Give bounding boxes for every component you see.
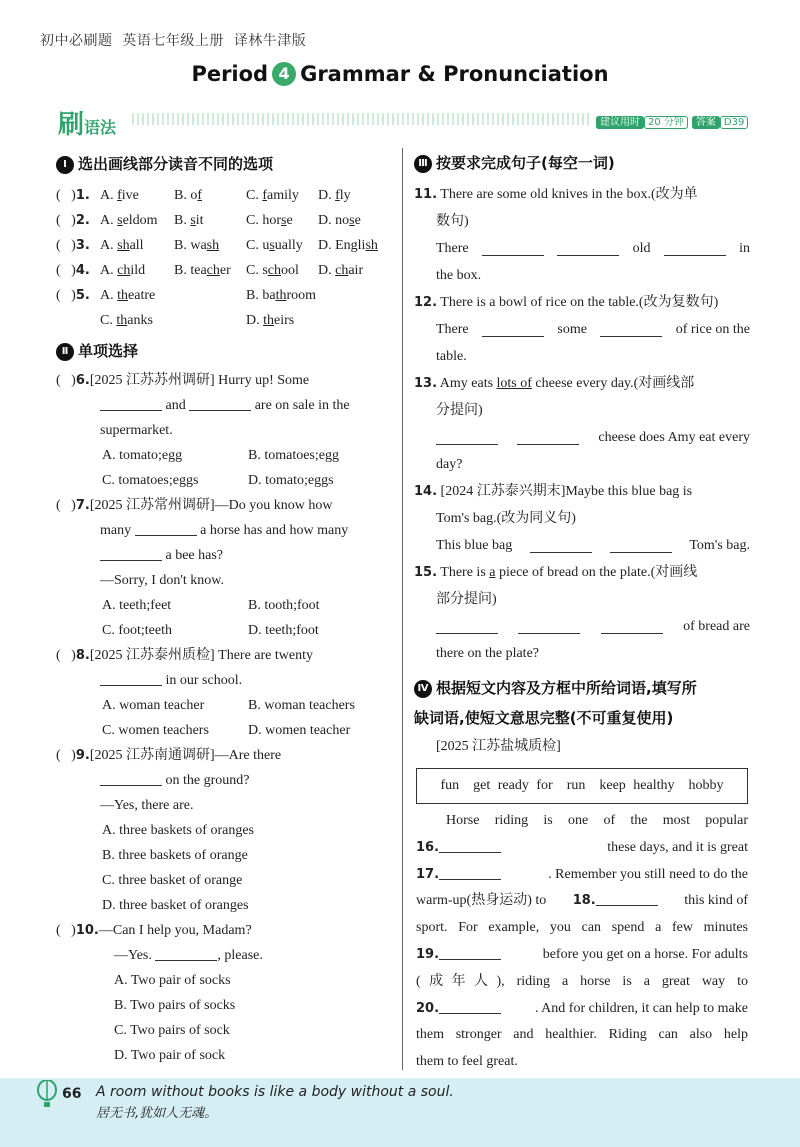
left-column bbox=[56, 152, 392, 1068]
underlined-letters: sh bbox=[117, 238, 130, 253]
option-c[interactable]: C. usually bbox=[246, 238, 303, 253]
title-prefix: Period bbox=[191, 62, 269, 86]
option-b[interactable]: B. woman teachers bbox=[248, 698, 355, 713]
option-a[interactable]: A. teeth;feet bbox=[102, 598, 172, 613]
pronunciation-question-cont bbox=[56, 308, 392, 333]
q8-number: 8. bbox=[75, 648, 90, 663]
underlined-letters: f bbox=[117, 188, 122, 203]
q11-blank-2[interactable] bbox=[557, 241, 619, 256]
answer-page: D39 bbox=[720, 116, 748, 129]
blank-17[interactable] bbox=[439, 865, 501, 880]
q15-blank-3[interactable] bbox=[601, 619, 663, 634]
passage-line-9: them stronger and healthier. Riding can also help bbox=[416, 1027, 748, 1043]
passage-line-4b: this kind of bbox=[684, 893, 748, 909]
q12-word2: some bbox=[557, 322, 587, 337]
q13-word1: cheese does Amy eat every bbox=[598, 430, 750, 445]
q9-text1: —Are there bbox=[214, 748, 282, 763]
q13-blank-2[interactable] bbox=[517, 430, 579, 445]
q9-number: 9. bbox=[75, 748, 90, 763]
q14-text1: Maybe this blue bag is bbox=[565, 484, 693, 499]
section-4-text: 根据短文内容及方框中所给词语,填写所 bbox=[436, 679, 697, 697]
underlined-letters: th bbox=[117, 288, 129, 303]
option-b[interactable]: B. three baskets of orange bbox=[102, 848, 248, 863]
underlined-letters: ch bbox=[117, 263, 131, 278]
q10-text1: —Can I help you, Madam? bbox=[98, 923, 252, 938]
q10-text2: —Yes. bbox=[114, 948, 152, 963]
q14-text2: Tom's bag.(改为同义句) bbox=[436, 511, 576, 526]
q7-options bbox=[56, 593, 392, 643]
q11-word2: old bbox=[632, 241, 651, 256]
q7-blank-2[interactable] bbox=[100, 546, 162, 561]
passage-line-1: Horse riding is one of the most popular bbox=[446, 813, 748, 828]
option-a[interactable]: A. tomato;egg bbox=[102, 448, 183, 463]
pronunciation-question bbox=[56, 183, 392, 208]
underlined-letters: sh bbox=[365, 238, 378, 253]
word-3: keep healthy bbox=[599, 778, 675, 793]
blank-16[interactable] bbox=[439, 838, 501, 853]
underlined-letters: f bbox=[197, 188, 203, 203]
q12-word3: of rice on the bbox=[675, 322, 750, 337]
q7-number: 7. bbox=[75, 498, 90, 513]
section-3-text: 按要求完成句子(每空一词) bbox=[436, 154, 615, 172]
q15-blank-2[interactable] bbox=[518, 619, 580, 634]
time-label: 建议用时 bbox=[596, 116, 644, 129]
option-b[interactable]: B. Two pairs of socks bbox=[114, 998, 236, 1013]
underlined-letters: s bbox=[117, 213, 123, 228]
section-1-text: 选出画线部分读音不同的选项 bbox=[78, 155, 274, 173]
underlined-letters: ch bbox=[267, 263, 282, 278]
option-d[interactable]: D. English bbox=[318, 238, 378, 253]
pronunciation-question bbox=[56, 208, 392, 233]
right-column bbox=[414, 150, 750, 760]
time-tags bbox=[596, 112, 748, 130]
underlined-letters: ch bbox=[206, 263, 220, 278]
underlined-letters: sh bbox=[206, 238, 220, 253]
underlined-letters: s bbox=[269, 238, 275, 253]
q11-text3: the box. bbox=[436, 268, 482, 283]
word-4: hobby bbox=[688, 778, 724, 793]
option-a[interactable]: A. woman teacher bbox=[102, 698, 205, 713]
question-15 bbox=[414, 559, 750, 667]
q13-blank-1[interactable] bbox=[436, 430, 498, 445]
q12-word1: There bbox=[436, 322, 469, 337]
q13-text1a: Amy eats bbox=[439, 376, 497, 391]
question-12 bbox=[414, 289, 750, 370]
q11-word1: There bbox=[436, 241, 469, 256]
option-d[interactable]: D. theirs bbox=[246, 313, 295, 328]
balloon-icon bbox=[36, 1080, 58, 1108]
q9-text3: —Yes, there are. bbox=[100, 798, 194, 813]
q7-blank-1[interactable] bbox=[135, 521, 197, 536]
word-box bbox=[416, 768, 748, 804]
question-14 bbox=[414, 478, 750, 559]
option-b[interactable]: B. tooth;foot bbox=[248, 598, 320, 613]
q6-blank-2[interactable] bbox=[189, 396, 251, 411]
passage-line-5: sport. For example, you can spend a few minutes bbox=[416, 920, 748, 936]
blank-19-number: 19. bbox=[416, 946, 440, 962]
q10-text3: , please. bbox=[217, 948, 263, 963]
option-c[interactable]: C. foot;teeth bbox=[102, 623, 172, 638]
section-3-title bbox=[414, 150, 750, 177]
option-d[interactable]: D. teeth;foot bbox=[248, 623, 319, 638]
question-11 bbox=[414, 181, 750, 289]
question-13 bbox=[414, 370, 750, 478]
q10-options bbox=[56, 968, 392, 1068]
q11-blank-1[interactable] bbox=[482, 241, 544, 256]
passage-line-6: before you get on a horse. For adults bbox=[542, 946, 748, 962]
question-num: 3. bbox=[75, 238, 90, 253]
q15-number: 15. bbox=[414, 565, 438, 580]
q7-text3: a horse has and how many bbox=[200, 523, 349, 538]
passage bbox=[416, 808, 748, 1076]
title-text: Grammar & Pronunciation bbox=[300, 62, 609, 86]
question-number: ( )1. bbox=[56, 188, 90, 203]
answer-label: 答案 bbox=[692, 116, 720, 129]
q8-source: [2025 江苏泰州质检] bbox=[89, 648, 215, 663]
q6-text1: Hurry up! Some bbox=[218, 373, 310, 388]
q6-number: 6. bbox=[75, 373, 90, 388]
q9-options bbox=[56, 818, 392, 918]
underlined-letters: s bbox=[349, 213, 355, 228]
option-c[interactable]: C. thanks bbox=[100, 313, 153, 328]
option-c[interactable]: C. three basket of orange bbox=[102, 873, 243, 888]
q15-text1a: There is bbox=[440, 565, 490, 580]
quote-english: A room without books is like a body without a soul. bbox=[96, 1084, 454, 1100]
underlined-letters: s bbox=[281, 213, 287, 228]
blank-18[interactable] bbox=[596, 891, 658, 906]
option-c[interactable]: C. women teachers bbox=[102, 723, 209, 738]
underlined-letters: ch bbox=[335, 263, 349, 278]
passage-line-4a: warm-up(热身运动) to bbox=[416, 893, 547, 909]
option-d[interactable]: D. nose bbox=[318, 213, 361, 228]
word-1: get ready for bbox=[473, 778, 553, 793]
option-a[interactable]: A. three baskets of oranges bbox=[102, 823, 255, 838]
option-b[interactable]: B. teacher bbox=[174, 263, 231, 278]
quote-chinese: 居无书,犹如人无魂。 bbox=[96, 1106, 218, 1121]
q13-text2: 分提问) bbox=[436, 403, 483, 418]
section-4-source: [2025 江苏盐城质检] bbox=[436, 739, 561, 754]
question-number: ( )2. bbox=[56, 213, 90, 228]
question-9: ( )9.[2025 江苏南通调研]—Are there on the ground? —Yes, there are. A. three baskets of oranges B. three baskets of orange C. three basket of orange D. three basket of oranges bbox=[56, 743, 392, 918]
pronunciation-question bbox=[56, 233, 392, 258]
question-num: 2. bbox=[75, 213, 90, 228]
option-a[interactable]: A. five bbox=[100, 188, 139, 203]
option-c[interactable]: C. tomatoes;eggs bbox=[102, 473, 199, 488]
series-name: 初中必刷题 bbox=[40, 33, 113, 49]
q7-source: [2025 江苏常州调研] bbox=[89, 498, 215, 513]
section-1-title bbox=[56, 152, 392, 177]
question-num: 5. bbox=[75, 288, 90, 303]
q7-text4: a bee has? bbox=[165, 548, 224, 563]
q11-word3: in bbox=[739, 241, 750, 256]
option-c[interactable]: C. family bbox=[246, 188, 299, 203]
blank-20-number: 20. bbox=[416, 1000, 440, 1016]
option-d[interactable]: D. Two pair of sock bbox=[114, 1048, 226, 1063]
blank-20[interactable] bbox=[439, 999, 501, 1014]
q6-text2: and bbox=[165, 398, 186, 413]
q15-text3: there on the plate? bbox=[436, 646, 540, 661]
q6-source: [2025 江苏苏州调研] bbox=[89, 373, 215, 388]
book-name: 英语七年级上册 bbox=[122, 33, 224, 49]
brand-sub: 语法 bbox=[84, 118, 117, 137]
option-d[interactable]: D. three basket of oranges bbox=[102, 898, 249, 913]
q14-blank-1[interactable] bbox=[530, 538, 592, 553]
q8-text2: in our school. bbox=[165, 673, 243, 688]
q13-text1b: cheese every day.(对画线部 bbox=[531, 376, 695, 391]
q8-text1: There are twenty bbox=[218, 648, 313, 663]
q14-word2: Tom's bag. bbox=[689, 538, 750, 553]
option-b[interactable]: B. of bbox=[174, 188, 203, 203]
q8-options bbox=[56, 693, 392, 743]
q7-text5: —Sorry, I don't know. bbox=[100, 573, 224, 588]
option-a[interactable]: A. Two pair of socks bbox=[114, 973, 231, 988]
option-c[interactable]: C. horse bbox=[246, 213, 293, 228]
option-a[interactable]: A. theatre bbox=[100, 288, 156, 303]
q11-text2: 数句) bbox=[436, 214, 469, 229]
book-header bbox=[40, 30, 306, 50]
blank-17-number: 17. bbox=[416, 866, 440, 882]
q15-text2: 部分提问) bbox=[436, 592, 497, 607]
section-3-number: Ⅲ bbox=[414, 155, 432, 173]
blank-19[interactable] bbox=[439, 945, 501, 960]
q14-blank-2[interactable] bbox=[610, 538, 672, 553]
passage-line-7: (成年人), riding a horse is a great way to bbox=[416, 973, 748, 989]
q6-text4: supermarket. bbox=[100, 423, 173, 438]
passage-line-3: . Remember you still need to do the bbox=[548, 866, 748, 882]
passage-line-2: these days, and it is great bbox=[607, 839, 748, 855]
q9-text2: on the ground? bbox=[165, 773, 250, 788]
option-d[interactable]: D. women teacher bbox=[248, 723, 351, 738]
section-4-text2: 缺词语,使短文意思完整(不可重复使用) bbox=[414, 709, 674, 727]
question-number: ( )5. bbox=[56, 288, 90, 303]
q15-underlined: a bbox=[489, 565, 496, 580]
passage-line-10: them to feel great. bbox=[416, 1054, 518, 1070]
period-number-badge: 4 bbox=[272, 62, 296, 86]
q11-number: 11. bbox=[414, 187, 438, 202]
q10-blank[interactable] bbox=[155, 946, 217, 961]
option-a[interactable]: A. child bbox=[100, 263, 146, 278]
question-10: ( )10.—Can I help you, Madam? —Yes. , please. A. Two pair of socks B. Two pairs of socks C. Two pairs of sock D. Two pair of sock bbox=[56, 918, 392, 1068]
word-0: fun bbox=[440, 778, 460, 793]
option-d[interactable]: D. chair bbox=[318, 263, 364, 278]
q7-text2: many bbox=[100, 523, 132, 538]
column-divider bbox=[402, 148, 403, 1070]
q14-source: [2024 江苏泰兴期末] bbox=[440, 484, 566, 499]
q12-text3: table. bbox=[436, 349, 467, 364]
q12-blank-2[interactable] bbox=[600, 322, 662, 337]
option-b[interactable]: B. tomatoes;egg bbox=[248, 448, 339, 463]
q6-blank-1[interactable] bbox=[100, 396, 162, 411]
question-8: ( )8.[2025 江苏泰州质检] There are twenty in our school. A. woman teacher B. woman teachers C. women teachers D. women teacher bbox=[56, 643, 392, 743]
q12-text1: There is a bowl of rice on the table.(改为复数句) bbox=[440, 295, 719, 310]
option-b[interactable]: B. wash bbox=[174, 238, 220, 253]
q9-source: [2025 江苏南通调研] bbox=[89, 748, 215, 763]
passage-line-8: . And for children, it can help to make bbox=[534, 1000, 748, 1016]
word-2: run bbox=[566, 778, 586, 793]
q12-number: 12. bbox=[414, 295, 438, 310]
option-d[interactable]: D. fly bbox=[318, 188, 351, 203]
section-4-title bbox=[414, 673, 750, 703]
page-number: 66 bbox=[62, 1086, 82, 1102]
decorative-stripe bbox=[132, 113, 592, 125]
spacer bbox=[56, 308, 100, 333]
page-title bbox=[0, 62, 800, 86]
option-a[interactable]: A. shall bbox=[100, 238, 144, 253]
q13-underlined: lots of bbox=[496, 376, 532, 391]
pronunciation-question bbox=[56, 283, 392, 308]
option-c[interactable]: C. school bbox=[246, 263, 299, 278]
option-a[interactable]: A. seldom bbox=[100, 213, 158, 228]
option-b[interactable]: B. bathroom bbox=[246, 288, 317, 303]
q15-word1: of bread are bbox=[683, 619, 750, 634]
underlined-letters: th bbox=[263, 313, 275, 328]
section-2-title bbox=[56, 339, 392, 364]
q13-number: 13. bbox=[414, 376, 438, 391]
q11-blank-3[interactable] bbox=[664, 241, 726, 256]
brand-main: 刷 bbox=[58, 110, 85, 140]
section-1-number: Ⅰ bbox=[56, 156, 74, 174]
q10-number: 10. bbox=[75, 923, 99, 938]
brand-label bbox=[58, 104, 116, 141]
q14-number: 14. bbox=[414, 484, 438, 499]
section-2-text: 单项选择 bbox=[78, 342, 139, 360]
q13-text3: day? bbox=[436, 457, 463, 472]
q8-blank[interactable] bbox=[100, 671, 162, 686]
q7-text1: —Do you know how bbox=[214, 498, 333, 513]
section-2-number: Ⅱ bbox=[56, 343, 74, 361]
q6-text3: are on sale in the bbox=[254, 398, 350, 413]
question-num: 4. bbox=[75, 263, 90, 278]
blank-18-number: 18. bbox=[572, 893, 596, 909]
option-b[interactable]: B. sit bbox=[174, 213, 204, 228]
question-7: ( )7.[2025 江苏常州调研]—Do you know how many a horse has and how many a bee has? —Sorry, I don't know. A. teeth;feet B. tooth;foot C. foot;teeth D. teeth;foot bbox=[56, 493, 392, 643]
underlined-letters: th bbox=[275, 288, 287, 303]
q12-blank-1[interactable] bbox=[482, 322, 544, 337]
q9-blank[interactable] bbox=[100, 771, 162, 786]
question-number: ( )3. bbox=[56, 238, 90, 253]
q15-text1b: piece of bread on the plate.(对画线 bbox=[495, 565, 698, 580]
option-c[interactable]: C. Two pairs of sock bbox=[114, 1023, 230, 1038]
underlined-letters: f bbox=[335, 188, 340, 203]
time-value: 20 分钟 bbox=[644, 116, 688, 129]
question-6: ( )6.[2025 江苏苏州调研] Hurry up! Some and are on sale in the supermarket. A. tomato;egg B. tomatoes;egg C. tomatoes;eggs D. tomato;eggs bbox=[56, 368, 392, 493]
q6-options bbox=[56, 443, 392, 493]
question-num: 1. bbox=[75, 188, 90, 203]
q15-blank-1[interactable] bbox=[436, 619, 498, 634]
pronunciation-question bbox=[56, 258, 392, 283]
underlined-letters: th bbox=[116, 313, 128, 328]
edition-name: 译林牛津版 bbox=[233, 33, 307, 49]
q11-text1: There are some old knives in the box.(改为单 bbox=[440, 187, 698, 202]
q14-word1: This blue bag bbox=[436, 538, 513, 553]
question-number: ( )4. bbox=[56, 263, 90, 278]
pronunciation-questions bbox=[56, 183, 392, 333]
underlined-letters: f bbox=[262, 188, 268, 203]
option-d[interactable]: D. tomato;eggs bbox=[248, 473, 334, 488]
section-4-number: Ⅳ bbox=[414, 680, 432, 698]
blank-16-number: 16. bbox=[416, 839, 440, 855]
underlined-letters: s bbox=[190, 213, 196, 228]
